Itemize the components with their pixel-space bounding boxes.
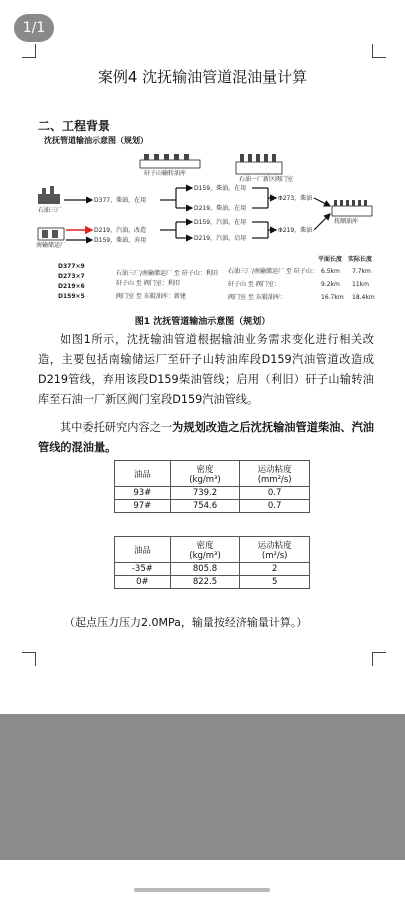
node-nanshu: 南输储运厂 [36,242,67,249]
valve-room-icon [236,154,282,174]
label-d219-mid-diesel: D219，柴油，在用 [194,205,247,212]
fushun-depot-icon [332,200,372,216]
figure-caption: 图1 沈抚管道输油示意图（规划） [134,317,271,327]
table-row [115,487,310,500]
label-d159-mid-gas: D159，汽油，在用 [194,219,247,226]
table-cell: 2 [240,563,310,576]
document-title: 案例4 沈抚输油管道混油量计算 [97,68,308,86]
diagram-title: 沈抚管道输油示意图（规划） [44,136,148,145]
header-plan-length: 平面长度 [318,256,343,263]
table-header-row [115,537,310,563]
paragraph-1: 如图1所示，沈抚输油管道根据输油业务需求变化进行相关改造，主要包括南输储运厂至矸子山转油库段D159汽油管道改造成D219管线，弃用该段D159柴油管线；启用（利旧）矸子山输转油库至石油一厂新区阀门室段D159汽油管线。 [38,333,374,406]
spec-d273: D273×7 [58,273,85,280]
section-heading: 二、工程背景 [38,119,111,133]
pipe-east-upper-end [314,198,330,206]
table-cell: 93# [115,487,171,500]
segment-left-2: 矸子山 至 阀门室：利旧 [116,280,180,287]
home-indicator[interactable] [134,888,270,892]
label-d219-west: D219，汽油，改造 [94,227,147,234]
table-cell: 739.2 [170,487,240,500]
label-d159-mid-diesel: D159，柴油，在用 [194,185,247,192]
node-fushun: 抚顺油库 [334,218,359,225]
table-cell: 97# [115,500,171,513]
segment-right-1-plan: 6.5km [321,268,340,275]
paragraph-2 [38,418,374,458]
crop-mark-bottom-left [22,652,36,666]
segment-right-2-name: 矸子山 至 阀门室： [228,281,280,288]
crop-mark-bottom-right [372,652,386,666]
table-cell: 822.5 [170,576,240,589]
ganzishan-depot-icon [140,154,200,168]
viewer-background [0,714,405,860]
header-viscosity: 运动粘度 (m²/s) [240,537,310,563]
header-oil: 油品 [115,537,171,563]
header-oil: 油品 [115,461,171,487]
segment-right-2-plan: 9.2km [321,281,340,288]
segment-left-3: 阀门室 至 东辊油库：新建 [116,293,186,300]
segment-right-3-actual: 18.4km [352,294,375,301]
segment-right-3-plan: 16.7km [321,294,344,301]
node-ganzishan: 矸子山输转油库 [144,170,187,177]
pipe-east-lower-end [314,214,330,230]
segment-right-1-name: 石油三厂/南输储运厂 至 矸子山： [228,268,318,275]
crop-mark-top-right [372,44,386,58]
page-indicator[interactable]: 1/1 [14,14,54,42]
spec-d219: D219×6 [58,283,85,290]
header-density: 密度 (kg/m³) [170,537,240,563]
segment-right-1-actual: 7.7km [352,268,371,275]
node-shiyou3: 石油三厂 [38,207,63,214]
table-cell: 0# [115,576,171,589]
paragraph-2-bold: 为规划改造之后沈抚输油管道柴油、汽油管线的混油量。 [38,421,374,454]
label-d273-east: Φ273，柴油 [278,195,313,202]
spec-d377: D377×9 [58,263,85,270]
pipeline-diagram-svg [36,148,376,310]
table-row [115,500,310,513]
segment-right-2-actual: 11km [352,281,369,288]
table-cell: 0.7 [240,487,310,500]
table-cell: 754.6 [170,500,240,513]
segment-left-1: 石油三厂/南输储运厂 至 矸子山：利旧 [116,270,218,277]
shiyou3-plant-icon [38,186,60,204]
table-row [115,563,310,576]
crop-mark-top-left [22,44,36,58]
label-d219-mid-gas: D219，汽油，启用 [194,235,247,242]
diesel-properties-table [114,536,310,589]
spec-d159: D159×5 [58,293,85,300]
label-d159-west: D159，柴油，弃用 [94,237,147,244]
header-density: 密度 (kg/m³) [170,461,240,487]
label-d377: D377，柴油，在用 [94,197,147,204]
nanshu-plant-icon [38,228,64,240]
gasoline-properties-table [114,460,310,513]
table-cell: 5 [240,576,310,589]
pipeline-diagram [36,148,376,310]
paragraph-2-intro: 其中委托研究内容之一 [60,421,173,434]
pressure-note: （起点压力压力2.0MPa，输量按经济输量计算。） [64,616,308,629]
table-row [115,576,310,589]
label-d219-east: Φ219，柴油 [278,227,313,234]
table-header-row [115,461,310,487]
header-actual-length: 实际长度 [348,256,373,263]
header-viscosity: 运动粘度 (mm²/s) [240,461,310,487]
table-cell: 0.7 [240,500,310,513]
segment-right-3-name: 阀门室 至 东辊油库： [228,294,286,301]
table-cell: -35# [115,563,171,576]
node-shiyou1: 石油一厂新区阀门室 [239,176,294,183]
table-cell: 805.8 [170,563,240,576]
